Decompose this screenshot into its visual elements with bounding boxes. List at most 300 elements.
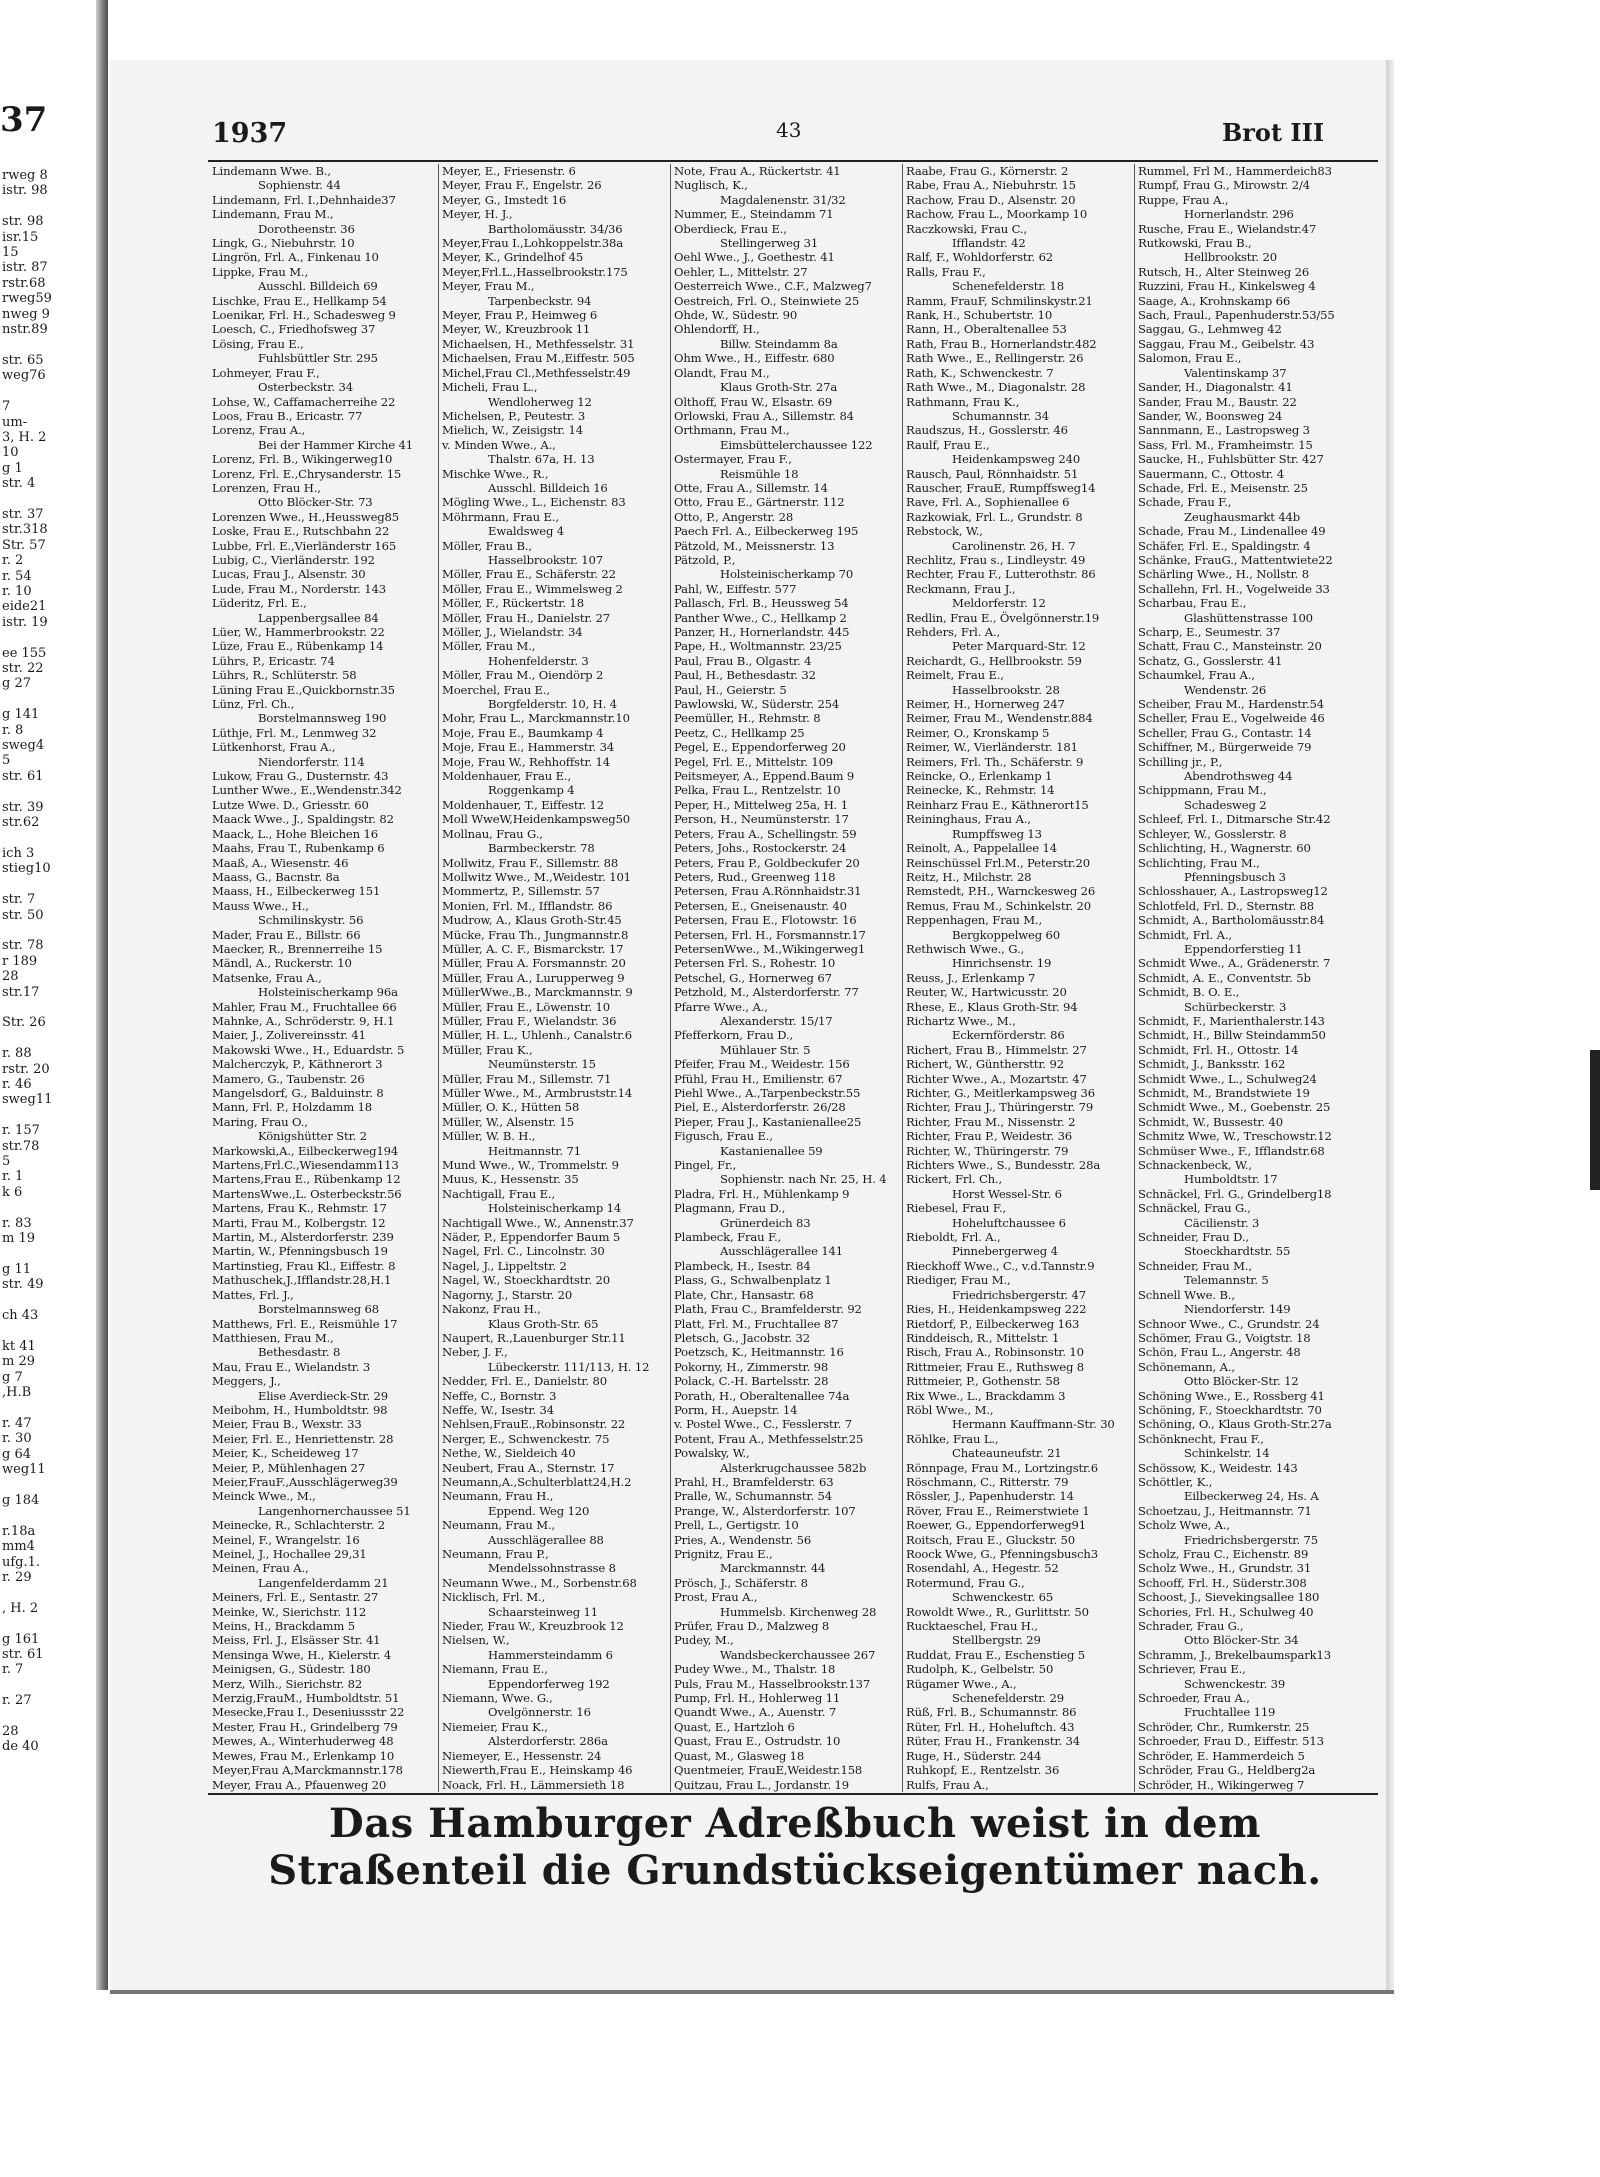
directory-entry: Neumünsterstr. 15 [488,1057,596,1072]
directory-entry: Petschel, G., Hornerweg 67 [674,970,832,985]
directory-entry: Schumannstr. 34 [952,408,1049,423]
directory-entry: Langenfelderdamm 21 [258,1575,389,1590]
directory-entry: Schlosshauer, A., Lastropsweg12 [1138,884,1328,899]
directory-entry: Olthoff, Frau W., Elsastr. 69 [674,394,833,409]
directory-entry: Roock Wwe, G., Pfenningsbusch3 [906,1547,1098,1561]
directory-entry: Petersen, Frl. H., Forsmannstr.17 [674,927,866,942]
directory-entry: Eimsbüttelerchaussee 122 [720,437,873,452]
directory-entry: Lüer, W., Hammerbrookstr. 22 [212,625,385,639]
directory-entry: Pudey, M., [674,1633,734,1648]
directory-entry: Razkowiak, Frl. L., Grundstr. 8 [906,509,1083,524]
directory-entry: Schänke, FrauG., Mattentwiete22 [1138,552,1333,567]
directory-entry: Roitsch, Frau E., Gluckstr. 50 [906,1532,1075,1547]
directory-entry: Friedrichsbergerstr. 75 [1184,1532,1318,1547]
directory-entry: Schatt, Frau C., Mansteinstr. 20 [1138,639,1322,654]
directory-entry: Mader, Frau E., Billstr. 66 [212,927,361,942]
directory-entry: Plass, G., Schwalbenplatz 1 [674,1273,832,1288]
directory-entry: Meiss, Frl. J., Elsässer Str. 41 [212,1633,381,1648]
directory-entry: Rechlitz, Frau s., Lindleystr. 49 [906,552,1086,567]
directory-entry: Rüß, Frl. B., Schumannstr. 86 [906,1705,1077,1720]
directory-entry: Niendorferstr. 114 [258,754,365,769]
directory-entry: Saggau, G., Lehmweg 42 [1138,322,1282,337]
directory-entry: Richters Wwe., S., Bundesstr. 28a [906,1158,1101,1173]
directory-entry: Schenefelderstr. 18 [952,279,1064,294]
directory-entry: Noack, Frl. H., Lämmersieth 18 [442,1777,625,1792]
directory-entry: Nachtigall Wwe., W., Annenstr.37 [442,1215,634,1230]
directory-entry: Panther Wwe., C., Hellkamp 2 [674,610,847,625]
directory-entry: Saage, A., Krohnskamp 66 [1138,293,1291,308]
directory-entry: Nagel, Frl. C., Lincolnstr. 30 [442,1244,605,1259]
directory-entry: Makowski Wwe., H., Eduardstr. 5 [212,1042,405,1057]
directory-entry: Horst Wessel-Str. 6 [952,1186,1062,1201]
directory-entry: Peetz, C., Hellkamp 25 [674,725,805,740]
directory-entry: Neumann Wwe., M., Sorbenstr.68 [442,1575,637,1590]
directory-entry: Rann, H., Oberaltenallee 53 [906,322,1067,337]
directory-entry: Martens,Frl.C.,Wiesendamm113 [212,1158,399,1173]
directory-entry: Hummelsb. Kirchenweg 28 [720,1604,877,1619]
directory-entry: Lingrön, Frl. A., Finkenau 10 [212,250,379,265]
directory-entry: Schmilinskystr. 56 [258,913,364,928]
directory-entry: Reininghaus, Frau A., [906,812,1031,827]
directory-entry: Müller, Frau E., Löwenstr. 10 [442,999,611,1014]
directory-entry: Lütkenhorst, Frau A., [212,740,336,755]
directory-entry: Peters, Frau P., Goldbeckufer 20 [674,855,860,870]
directory-entry: Wendenstr. 26 [1184,682,1267,697]
previous-page-header: 37 [0,100,48,140]
directory-entry: Rüter, Frl. H., Hoheluftch. 43 [906,1719,1075,1734]
directory-entry: Schnell Wwe. B., [1138,1287,1235,1302]
directory-entry: Meinke, W., Sierichstr. 112 [212,1604,367,1619]
directory-entry: Pudey Wwe., M., Thalstr. 18 [674,1662,836,1677]
directory-entry: Richter, Frau P., Weidestr. 36 [906,1129,1073,1144]
directory-entry: Matthiesen, Frau M., [212,1330,334,1345]
directory-entry: Mohr, Frau L., Marckmannstr.10 [442,711,630,726]
directory-entry: Meyer, Frau F., Engelstr. 26 [442,178,602,193]
directory-entry: Moldenhauer, Frau E., [442,769,571,784]
directory-entry: Hinrichsenstr. 19 [952,956,1052,971]
directory-entry: Reppenhagen, Frau M., [906,913,1043,928]
directory-entry: Roggenkamp 4 [488,783,575,798]
directory-entry: Raczkowski, Frau C., [906,221,1027,236]
directory-entry: Schroeder, Frau A., [1138,1691,1250,1706]
directory-entry: Eilbeckerweg 24, Hs. A [1184,1489,1319,1504]
directory-entry: Mändl, A., Ruckerstr. 10 [212,956,352,971]
directory-entry: Wendloherweg 12 [488,394,592,409]
directory-entry: Prüfer, Frau D., Malzweg 8 [674,1619,830,1634]
directory-entry: Schleyer, W., Gosslerstr. 8 [1138,826,1287,841]
directory-entry: Rumpf, Frau G., Mirowstr. 2/4 [1138,178,1310,193]
directory-entry: Pegel, Frl. E., Mittelstr. 109 [674,754,834,769]
directory-entry: Rath Wwe., E., Rellingerstr. 26 [906,351,1084,366]
directory-entry: Reitz, H., Milchstr. 28 [906,869,1032,884]
directory-entry: Niemann, Wwe. G., [442,1691,553,1706]
directory-entry: Schmidt, B. O. E., [1138,985,1240,1000]
directory-entry: Schmidt, Frl. A., [1138,927,1232,942]
directory-entry: Martin, M., Alsterdorferstr. 239 [212,1230,394,1245]
directory-entry: Müller, A. C. F., Bismarckstr. 17 [442,941,624,956]
directory-entry: Maack, L., Hohe Bleichen 16 [212,826,378,841]
directory-entry: Otto Blöcker-Str. 73 [258,495,373,510]
directory-entry: Bartholomäusstr. 34/36 [488,221,623,236]
directory-entry: Kastanienallee 59 [720,1143,823,1158]
directory-entry: Muus, K., Hessenstr. 35 [442,1172,579,1187]
directory-entry: Michelsen, P., Peutestr. 3 [442,408,586,423]
page-edge [1386,60,1394,1990]
directory-entry: Lubig, C., Vierländerstr. 192 [212,552,375,567]
directory-entry: Marti, Frau M., Kolbergstr. 12 [212,1215,386,1230]
directory-entry: Möller, F., Rückertstr. 18 [442,596,584,611]
directory-entry: Carolinenstr. 26, H. 7 [952,538,1076,553]
directory-entry: Möller, J., Wielandstr. 34 [442,625,583,639]
directory-entry: Richter, G., Meitlerkampsweg 36 [906,1086,1095,1100]
directory-entry: Langenhornerchaussee 51 [258,1503,411,1518]
directory-entry: Mühlauer Str. 5 [720,1042,811,1057]
directory-entry: Lingk, G., Niebuhrstr. 10 [212,236,355,251]
directory-entry: Quentmeier, FrauE,Weidestr.158 [674,1763,863,1778]
directory-entry: Moerchel, Frau E., [442,682,550,697]
directory-entry: Schwenckestr. 65 [952,1590,1054,1605]
directory-column-3 [674,164,892,1792]
directory-entry: Rowoldt Wwe., R., Gurlittstr. 50 [906,1604,1089,1619]
directory-entry: Monien, Frl. M., Ifflandstr. 86 [442,898,613,913]
directory-entry: Rabe, Frau A., Niebuhrstr. 15 [906,178,1076,193]
directory-entry: Polack, C.-H. Bartelsstr. 28 [674,1374,829,1389]
footer-rule [208,1793,1378,1795]
directory-entry: Schlotfeld, Frl. D., Sternstr. 88 [1138,898,1315,913]
directory-entry: Schaarsteinweg 11 [488,1604,599,1619]
directory-entry: Reimer, W., Vierländerstr. 181 [906,740,1078,755]
directory-entry: Meier, Frau B., Wexstr. 33 [212,1417,362,1432]
directory-entry: Rath, Frau B., Hornerlandstr.482 [906,336,1097,351]
directory-entry: Ostermayer, Frau F., [674,452,792,467]
directory-entry: Nicklisch, Frl. M., [442,1590,546,1605]
directory-entry: Bergkoppelweg 60 [952,927,1061,942]
directory-entry: Merz, Wilh., Sierichstr. 82 [212,1676,363,1691]
directory-entry: Risch, Frau A., Robinsonstr. 10 [906,1345,1084,1360]
directory-entry: Mensinga Wwe, H., Kielerstr. 4 [212,1647,392,1662]
directory-entry: Oehl Wwe., J., Goethestr. 41 [674,250,835,265]
directory-entry: Lubbe, Frl. E.,Vierländerstr 165 [212,538,397,553]
directory-entry: Schärling Wwe., H., Nollstr. 8 [1138,567,1309,582]
directory-entry: Schöttler, K., [1138,1474,1213,1489]
directory-entry: Mücke, Frau Th., Jungmannstr.8 [442,927,629,942]
directory-entry: Humboldtstr. 17 [1184,1172,1278,1187]
directory-entry: Meyer, K., Grindelhof 45 [442,250,584,265]
directory-entry: Schmidt, F., Marienthalerstr.143 [1138,1013,1325,1028]
directory-entry: Mahler, Frau M., Fruchtallee 66 [212,999,397,1014]
directory-entry: Quast, Frau E., Ostrudstr. 10 [674,1734,841,1749]
directory-entry: Figusch, Frau E., [674,1129,773,1144]
directory-column-2 [442,164,660,1792]
directory-entry: Ralls, Frau F., [906,264,986,279]
directory-entry: Pegel, E., Eppendorferweg 20 [674,740,846,755]
directory-entry: Müller, Frau K., [442,1042,533,1057]
directory-entry: Sander, H., Diagonalstr. 41 [1138,380,1293,395]
directory-entry: Billw. Steindamm 8a [720,336,838,351]
directory-entry: Meinck Wwe., M., [212,1489,316,1504]
directory-entry: Pfühl, Frau H., Emilienstr. 67 [674,1071,843,1086]
directory-entry: Osterbeckstr. 34 [258,380,353,395]
directory-entry: Reimer, Frau M., Wendenstr.884 [906,711,1093,726]
directory-entry: Richartz Wwe., M., [906,1013,1016,1028]
directory-entry: Hornerlandstr. 296 [1184,207,1294,222]
directory-entry: Oberdieck, Frau E., [674,221,787,236]
directory-entry: Nummer, E., Steindamm 71 [674,207,834,222]
directory-entry: Müller, Frau F., Wielandstr. 36 [442,1013,617,1028]
directory-entry: Schmidt Wwe., L., Schulweg24 [1138,1071,1317,1086]
directory-entry: Maack Wwe., J., Spaldingstr. 82 [212,812,394,827]
directory-entry: Otto Blöcker-Str. 34 [1184,1633,1299,1648]
directory-entry: Mommertz, P., Sillemstr. 57 [442,884,600,899]
directory-entry: Pingel, Fr., [674,1158,737,1173]
directory-entry: Lindemann Wwe. B., [212,164,331,178]
directory-entry: Schröder, E. Hammerdeich 5 [1138,1748,1305,1763]
directory-entry: Richter, Frau M., Nissenstr. 2 [906,1114,1076,1129]
directory-entry: Reuss, J., Erlenkamp 7 [906,970,1036,985]
directory-entry: Rutsch, H., Alter Steinweg 26 [1138,264,1310,279]
directory-entry: Mangelsdorf, G., Balduinstr. 8 [212,1086,384,1100]
directory-entry: Ruddat, Frau E., Eschenstieg 5 [906,1647,1086,1662]
directory-entry: Schmidt, J., Banksstr. 162 [1138,1057,1286,1072]
directory-entry: Schenefelderstr. 29 [952,1691,1064,1706]
directory-entry: Stoeckhardtstr. 55 [1184,1244,1291,1259]
directory-entry: Pahl, W., Eiffestr. 577 [674,581,797,596]
directory-entry: Alsterkrugchaussee 582b [720,1460,867,1475]
directory-entry: Lunther Wwe., E.,Wendenstr.342 [212,783,402,798]
directory-entry: Neffe, W., Isestr. 34 [442,1402,555,1417]
directory-entry: Reismühle 18 [720,466,799,481]
directory-entry: Mahnke, A., Schröderstr. 9, H.1 [212,1013,395,1028]
directory-entry: Pfeifer, Frau M., Weidestr. 156 [674,1057,850,1072]
directory-entry: Nachtigall, Frau E., [442,1186,555,1201]
directory-entry: Lorenz, Frl. B., Wikingerweg10 [212,452,393,467]
directory-entry: Rusche, Frau E., Wielandstr.47 [1138,221,1317,236]
directory-entry: Schürbeckerstr. 3 [1184,999,1287,1014]
directory-entry: Nethe, W., Sieldeich 40 [442,1446,576,1461]
directory-entry: Scharbau, Frau E., [1138,596,1247,611]
directory-entry: Otto Blöcker-Str. 12 [1184,1374,1299,1389]
directory-entry: Schmitz Wwe, W., Treschowstr.12 [1138,1129,1332,1144]
directory-entry: Petersen, Frau A.Rönnhaidstr.31 [674,884,862,899]
directory-entry: Hasselbrookstr. 107 [488,552,603,567]
directory-entry: Scholz Wwe., H., Grundstr. 31 [1138,1561,1312,1576]
directory-entry: Schönknecht, Frau F., [1138,1431,1264,1446]
directory-entry: Schade, Frau M., Lindenallee 49 [1138,524,1326,539]
directory-entry: Schneider, Frau D., [1138,1230,1249,1245]
directory-entry: Peper, H., Mittelweg 25a, H. 1 [674,797,848,812]
directory-entry: Heidenkampsweg 240 [952,452,1081,467]
directory-entry: Rotermund, Frau G., [906,1575,1025,1590]
directory-entry: Schönemann, A., [1138,1359,1235,1374]
directory-entry: Müller, Frau A., Lurupperweg 9 [442,970,625,985]
directory-entry: Schmidt, Frl. H., Ottostr. 14 [1138,1042,1299,1057]
directory-entry: Quandt Wwe., A., Auenstr. 7 [674,1705,837,1720]
directory-entry: Schöning, O., Klaus Groth-Str.27a [1138,1417,1332,1432]
directory-entry: Sass, Frl. M., Framheimstr. 15 [1138,437,1313,452]
directory-entry: Eppendorferweg 192 [488,1676,610,1691]
directory-entry: Maahs, Frau T., Rubenkamp 6 [212,841,385,856]
directory-entry: Müller, W., Alsenstr. 15 [442,1114,574,1129]
directory-entry: Ruge, H., Süderstr. 244 [906,1748,1042,1763]
directory-entry: Valentinskamp 37 [1184,365,1287,380]
directory-entry: Ausschl. Billdeich 69 [258,279,378,294]
directory-entry: Plambeck, Frau F., [674,1230,782,1245]
directory-entry: Mathuschek,J.,Ifflandstr.28,H.1 [212,1273,392,1288]
directory-entry: Moje, Frau W., Rehhoffstr. 14 [442,754,611,769]
directory-entry: Raudszus, H., Gosslerstr. 46 [906,423,1068,438]
directory-entry: Raulf, Frau E., [906,437,990,452]
directory-entry: Nagel, W., Stoeckhardtstr. 20 [442,1273,610,1288]
directory-entry: Möller, Frau M., [442,639,536,654]
directory-entry: Rieckhoff Wwe., C., v.d.Tannstr.9 [906,1258,1095,1273]
directory-entry: Rutkowski, Frau B., [1138,236,1252,251]
directory-entry: Lüze, Frau E., Rübenkamp 14 [212,639,384,654]
directory-entry: Nagel, J., Lippeltstr. 2 [442,1258,567,1273]
directory-entry: Mielich, W., Zeisigstr. 14 [442,423,583,438]
directory-entry: Schnoor Wwe., C., Grundstr. 24 [1138,1316,1320,1331]
directory-entry: Neumann,A.,Schulterblatt24,H.2 [442,1474,632,1489]
directory-entry: Mester, Frau H., Grindelberg 79 [212,1719,398,1734]
directory-entry: Meggers, J., [212,1374,281,1389]
directory-entry: Moje, Frau E., Baumkamp 4 [442,725,604,740]
directory-entry: Piel, E., Alsterdorferstr. 26/28 [674,1100,846,1115]
directory-entry: Ruhkopf, E., Rentzelstr. 36 [906,1763,1060,1778]
directory-entry: Schlichting, Frau M., [1138,855,1260,870]
directory-entry: Schrader, Frau G., [1138,1619,1244,1634]
directory-entry: Petersen, Frau E., Flotowstr. 16 [674,913,857,928]
directory-entry: Alsterdorferstr. 286a [488,1734,608,1749]
directory-entry: Pralle, W., Schumannstr. 54 [674,1489,833,1504]
directory-entry: Nakonz, Frau H., [442,1302,541,1317]
directory-entry: Alexanderstr. 15/17 [720,1013,833,1028]
directory-entry: Mattes, Frl. J., [212,1287,294,1302]
directory-entry: Schade, Frau F., [1138,495,1232,510]
directory-entry: Reinharz Frau E., Käthnerort15 [906,797,1089,812]
directory-entry: Rehders, Frl. A., [906,625,1001,639]
directory-entry: Neumann, Frau H., [442,1489,554,1504]
directory-entry: Plate, Chr., Hansastr. 68 [674,1287,814,1302]
directory-entry: Möller, Frau H., Danielstr. 27 [442,610,611,625]
directory-entry: Rittmeier, Frau E., Ruthsweg 8 [906,1359,1085,1374]
directory-entry: Rügamer Wwe., A., [906,1676,1017,1691]
directory-entry: Person, H., Neumünsterstr. 17 [674,812,849,827]
directory-entry: Prost, Frau A., [674,1590,758,1605]
directory-entry: Neber, J. F., [442,1345,508,1360]
directory-entry: Sander, Frau M., Baustr. 22 [1138,394,1297,409]
directory-entry: Schinkelstr. 14 [1184,1446,1270,1461]
directory-entry: Lappenbergsallee 84 [258,610,379,625]
directory-entry: Holsteinischerkamp 70 [720,567,854,582]
directory-entry: Pump, Frl. H., Hohlerweg 11 [674,1691,841,1706]
directory-entry: Rhese, E., Klaus Groth-Str. 94 [906,999,1078,1014]
directory-entry: Chateauneufstr. 21 [952,1446,1062,1461]
directory-entry: Riebesel, Frau F., [906,1201,1007,1216]
directory-entry: Lindemann, Frau M., [212,207,334,222]
directory-entry: Maier, J., Zolivereinsstr. 41 [212,1028,366,1043]
directory-entry: Ohlendorff, H., [674,322,760,337]
directory-entry: Schmidt, W., Bussestr. 40 [1138,1114,1283,1129]
directory-entry: Neffe, C., Bornstr. 3 [442,1388,557,1403]
directory-entry: Thalstr. 67a, H. 13 [488,452,595,467]
directory-entry: Lüderitz, Frl. E., [212,596,307,611]
directory-entry: Reinschüssel Frl.M., Peterstr.20 [906,855,1090,870]
directory-entry: Meyer,Frau A,Marckmannstr.178 [212,1763,403,1778]
directory-entry: Müller, H. L., Uhlenh., Canalstr.6 [442,1028,632,1043]
directory-entry: Neubert, Frau A., Sternstr. 17 [442,1460,615,1475]
directory-entry: Hoheluftchaussee 6 [952,1215,1066,1230]
scan-edge-mark [1590,1050,1600,1190]
directory-entry: Pfefferkorn, Frau D., [674,1028,794,1043]
directory-entry: Peters, Rud., Greenweg 118 [674,869,836,884]
directory-entry: Rumpffsweg 13 [952,826,1042,841]
directory-entry: Scheiber, Frau M., Hardenstr.54 [1138,697,1324,712]
directory-entry: Meibohm, H., Humboldtstr. 98 [212,1402,388,1417]
directory-entry: Eppendorferstieg 11 [1184,941,1303,956]
column-divider [438,164,439,1792]
directory-entry: Peitsmeyer, A., Eppend.Baum 9 [674,769,855,784]
directory-entry: Rebstock, W., [906,524,983,539]
directory-entry: Martinstieg, Frau Kl., Eiffestr. 8 [212,1258,396,1273]
directory-entry: Möller, Frau E., Schäferstr. 22 [442,567,616,582]
directory-entry: Glashüttenstrasse 100 [1184,610,1313,625]
directory-entry: Peemüller, H., Rehmstr. 8 [674,711,821,726]
directory-entry: Meyer, Frau A., Pfauenweg 20 [212,1777,387,1792]
directory-entry: Mollnau, Frau G., [442,826,543,841]
directory-entry: Mollwitz, Frau F., Sillemstr. 88 [442,855,619,870]
directory-entry: Michaelsen, H., Methfesselstr. 31 [442,336,635,351]
directory-entry: Matsenke, Frau A., [212,970,322,985]
directory-entry: Schade, Frl. E., Meisenstr. 25 [1138,480,1308,495]
directory-entry: Hellbrookstr. 20 [1184,250,1277,265]
directory-entry: Schnäckel, Frl. G., Grindelberg18 [1138,1186,1332,1201]
directory-entry: Poetzsch, K., Heitmannstr. 16 [674,1345,844,1360]
header-rule [208,160,1378,162]
directory-entry: Pieper, Frau J., Kastanienallee25 [674,1114,862,1129]
directory-entry: Lührs, P., Ericastr. 74 [212,653,335,668]
directory-entry: Klaus Groth-Str. 27a [720,380,838,395]
directory-entry: Reimelt, Frau E., [906,668,1004,683]
directory-entry: Müller, W. B. H., [442,1129,536,1144]
directory-entry: Powalsky, W., [674,1446,750,1461]
directory-entry: Pelka, Frau L., Rentzelstr. 10 [674,783,841,798]
directory-entry: Maass, H., Eilbeckerweg 151 [212,884,381,899]
page-shadow [110,1990,1394,1994]
directory-entry: Pletsch, G., Jacobstr. 32 [674,1330,810,1345]
directory-entry: v. Postel Wwe., C., Fesslerstr. 7 [674,1417,852,1432]
directory-entry: Lohse, W., Caffamacherreihe 22 [212,394,396,409]
directory-entry: Michaelsen, Frau M.,Eiffestr. 505 [442,351,635,366]
directory-entry: Orlowski, Frau A., Sillemstr. 84 [674,408,854,423]
directory-entry: Zeughausmarkt 44b [1184,509,1301,524]
directory-entry: Saggau, Frau M., Geibelstr. 43 [1138,336,1315,351]
directory-entry: Lischke, Frau E., Hellkamp 54 [212,293,387,308]
directory-entry: Olandt, Frau M., [674,365,770,380]
directory-entry: Pries, A., Wendenstr. 56 [674,1532,812,1547]
directory-entry: Ausschlägerallee 88 [488,1532,604,1547]
directory-entry: Ries, H., Heidenkampsweg 222 [906,1302,1087,1317]
directory-entry: Richter Wwe., A., Mozartstr. 47 [906,1071,1087,1086]
directory-entry: Petersen Frl. S., Rohestr. 10 [674,956,836,971]
directory-entry: Paul, H., Bethesdastr. 32 [674,668,816,683]
directory-entry: Holsteinischerkamp 96a [258,985,398,1000]
directory-entry: Rickert, Frl. Ch., [906,1172,1003,1187]
directory-entry: Reimers, Frl. Th., Schäferstr. 9 [906,754,1084,769]
directory-entry: Barmbeckerstr. 78 [488,841,595,856]
directory-entry: Meinecke, R., Schlachterstr. 2 [212,1518,385,1533]
directory-entry: Panzer, H., Hornerlandstr. 445 [674,625,850,639]
directory-entry: Mesecke,Frau I., Deseniussstr 22 [212,1705,405,1720]
directory-entry: v. Minden Wwe., A., [442,437,556,452]
